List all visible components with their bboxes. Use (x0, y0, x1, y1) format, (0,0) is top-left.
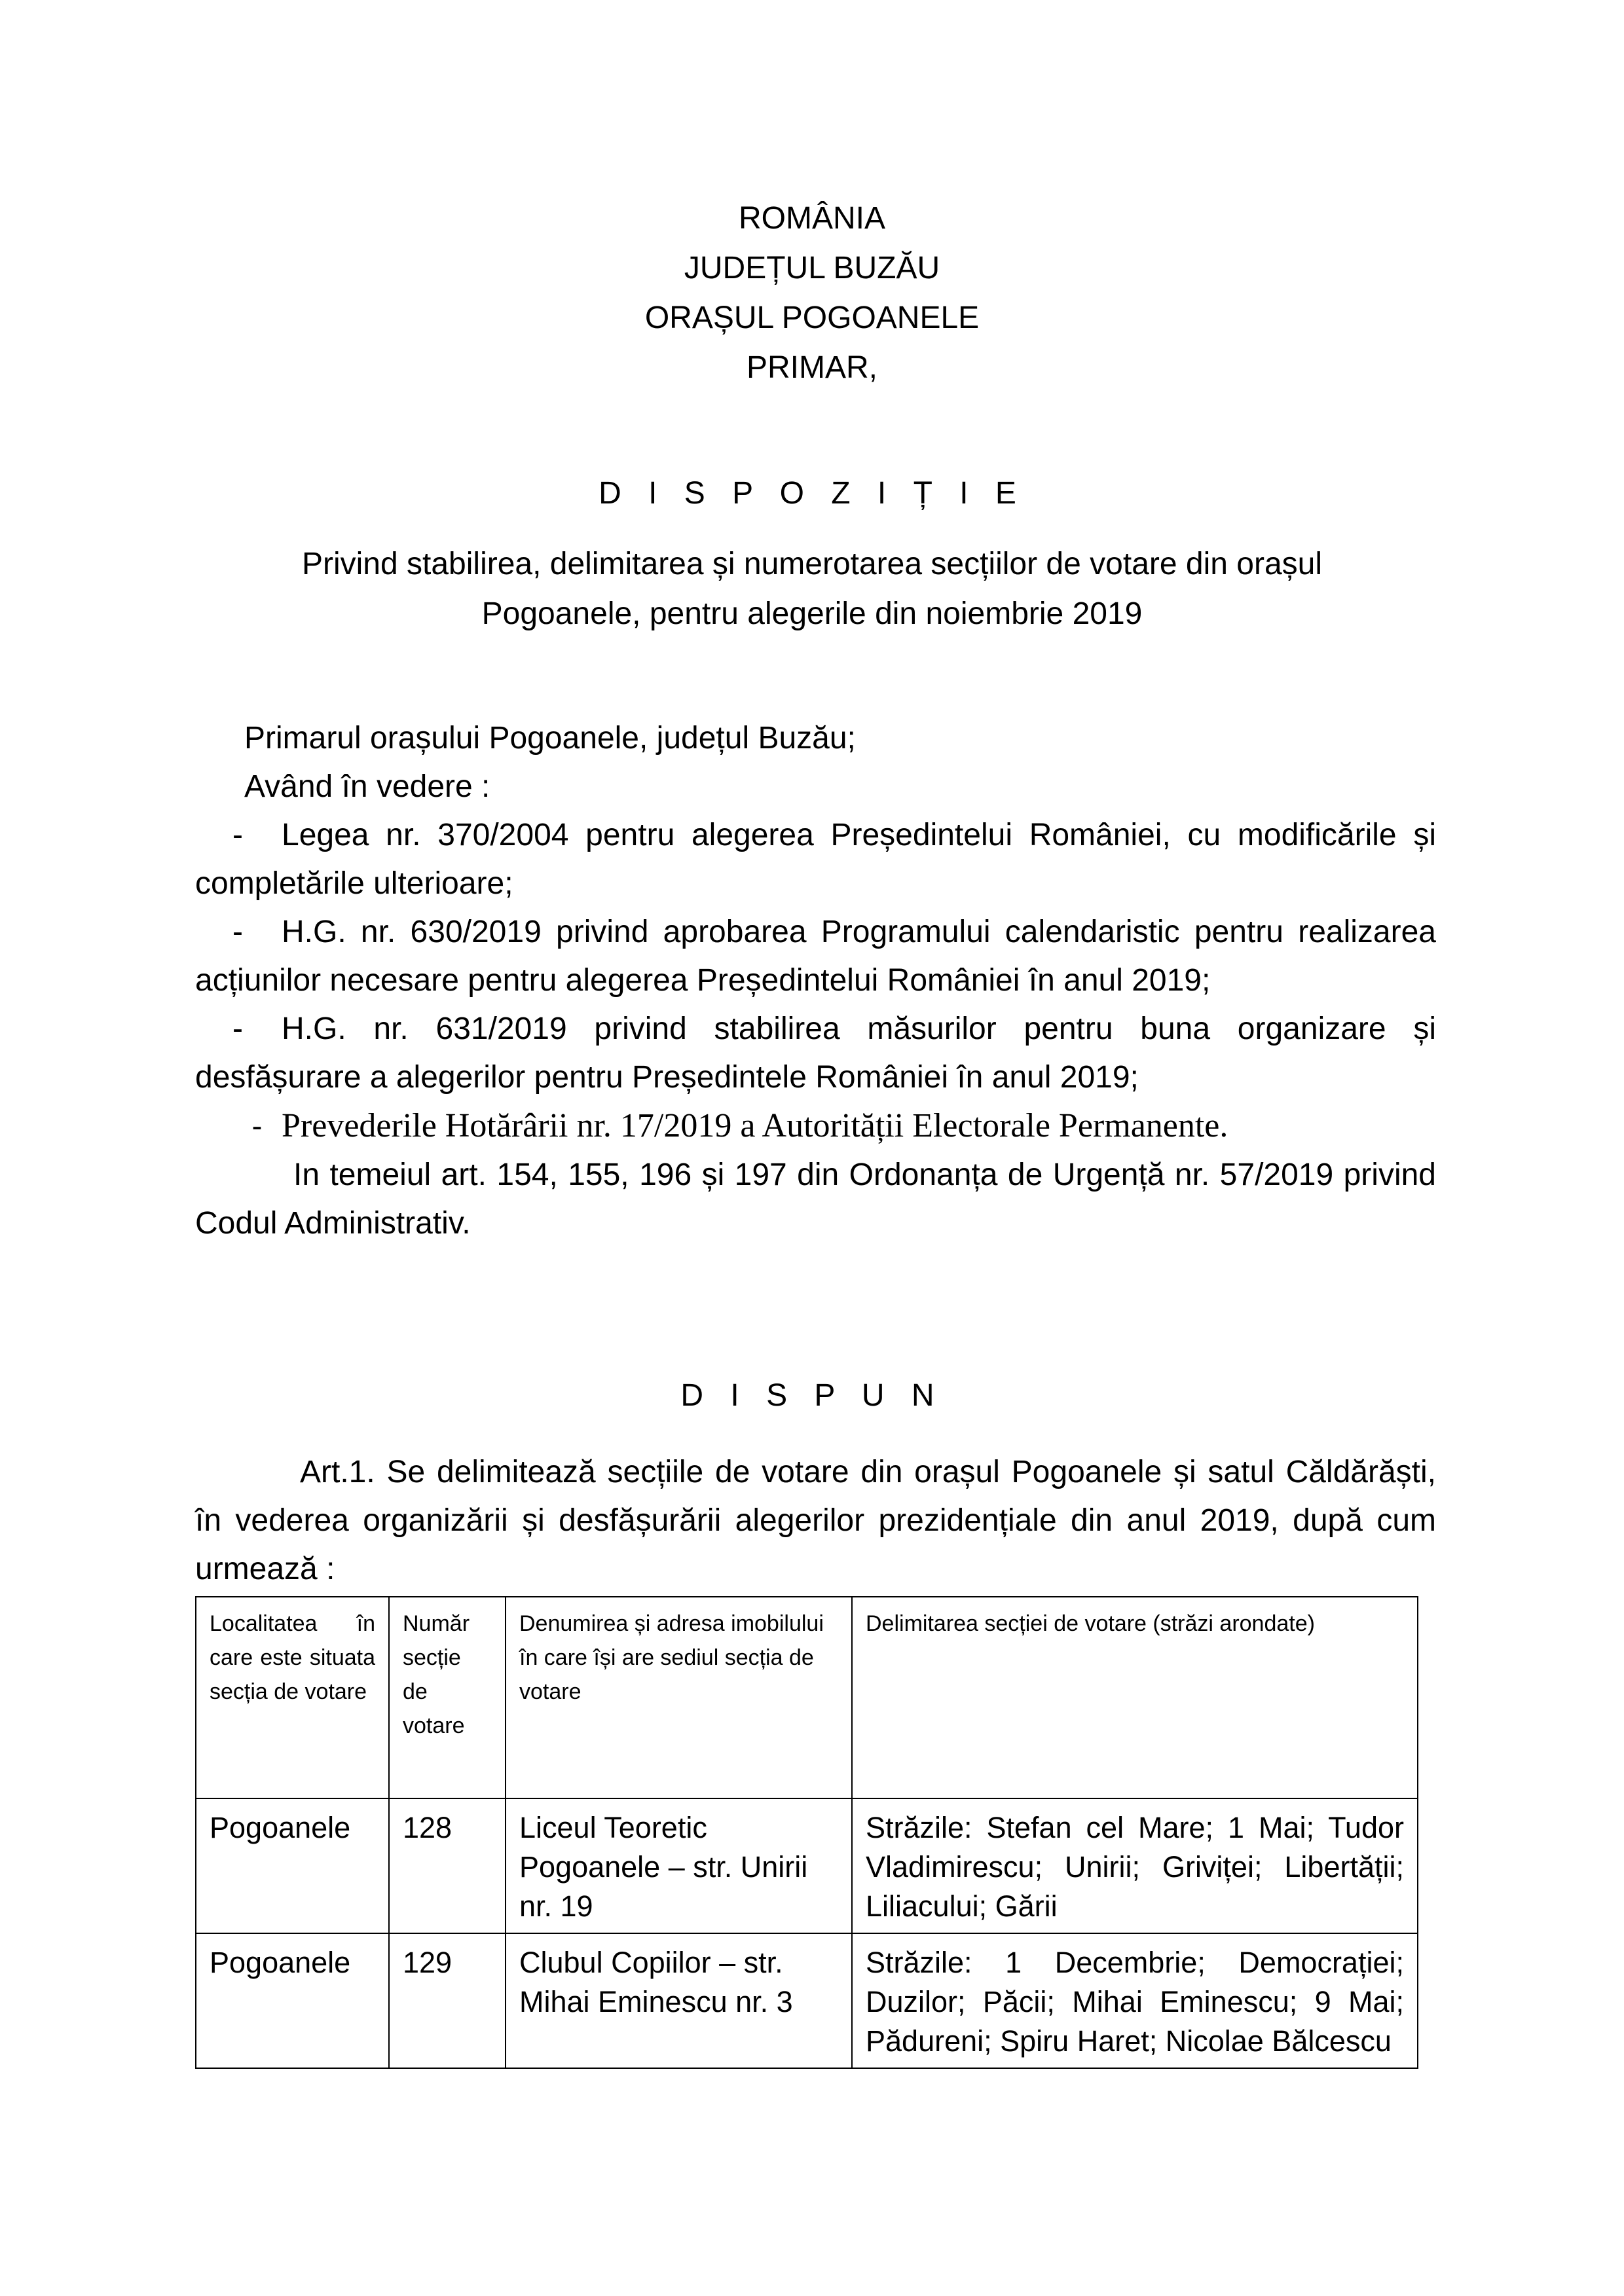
cell-station-number: 129 (389, 1933, 506, 2068)
header-town: ORAȘUL POGOANELE (644, 301, 980, 335)
table-header-row (196, 1597, 1418, 1798)
cell-locality: Pogoanele (196, 1798, 389, 1933)
cell-building: Liceul Teoretic Pogoanele – str. Unirii nr. 19 (506, 1798, 852, 1933)
table-row (196, 1798, 1418, 1933)
preamble-item-3 (195, 1005, 1436, 1102)
list-dash: - (232, 818, 243, 852)
table-row (196, 1933, 1418, 2068)
item-2-text: H.G. nr. 630/2019 privind aprobarea Programului calendaristic pentru realizarea acțiunilor necesare pentru alegerea Președintelui României în anul 2019; (195, 915, 1436, 998)
header-station-number: Număr secție de votare (389, 1597, 506, 1798)
list-dash: - (232, 915, 243, 949)
article-1: Art.1. Se delimitează secțiile de votare din orașul Pogoanele și satul Căldărăști, în vederea organizării și desfășurării alegerilor prezidențiale din anul 2019, după cum urmează : (195, 1455, 1436, 1586)
header-county: JUDEȚUL BUZĂU (684, 251, 940, 285)
preamble (195, 714, 1436, 1248)
subject-line-2: Pogoanele, pentru alegerile din noiembrie 2019 (481, 596, 1143, 631)
document-title: D I S P O Z I Ț I E (599, 476, 1025, 511)
subject-line-1: Privind stabilirea, delimitarea și numerotarea secțiilor de votare din orașul (301, 547, 1323, 581)
polling-stations-table (195, 1596, 1418, 2069)
preamble-item-4 (195, 1102, 1436, 1151)
header-office: PRIMAR, (746, 350, 877, 385)
cell-streets: Străzile: Stefan cel Mare; 1 Mai; Tudor Vladimirescu; Unirii; Griviței; Libertății; Liliacului; Gării (852, 1798, 1418, 1933)
item-1-text: Legea nr. 370/2004 pentru alegerea Președintelui României, cu modificările și completările ulterioare; (195, 818, 1436, 901)
preamble-intro: Primarul orașului Pogoanele, județul Buzău; (244, 721, 856, 756)
basis-text: In temeiul art. 154, 155, 196 și 197 din Ordonanța de Urgență nr. 57/2019 privind Codul Administrativ. (195, 1157, 1436, 1241)
header-building: Denumirea și adresa imobilului în care își are sediul secția de votare (506, 1597, 852, 1798)
cell-building: Clubul Copiilor – str. Mihai Eminescu nr. 3 (506, 1933, 852, 2068)
item-4-text: Prevederile Hotărârii nr. 17/2019 a Autorității Electorale Permanente. (282, 1107, 1228, 1144)
preamble-basis (195, 1151, 1436, 1248)
cell-locality: Pogoanele (196, 1933, 389, 2068)
item-3-text: H.G. nr. 631/2019 privind stabilirea măsurilor pentru buna organizare și desfășurare a alegerilor pentru Președintele României în anul 2019; (195, 1011, 1436, 1095)
preamble-item-2 (195, 908, 1436, 1005)
header-country: ROMÂNIA (738, 201, 885, 236)
preamble-item-1 (195, 811, 1436, 908)
cell-streets: Străzile: 1 Decembrie; Democrației; Duzilor; Păcii; Mihai Eminescu; 9 Mai; Pădureni; Spiru Haret; Nicolae Bălcescu (852, 1933, 1418, 2068)
cell-station-number: 128 (389, 1798, 506, 1933)
preamble-considering: Având în vedere : (244, 769, 490, 804)
header-locality: Localitatea în care este situata secția de votare (196, 1597, 389, 1798)
section-title-dispun: D I S P U N (680, 1378, 944, 1413)
list-dash: - (251, 1109, 263, 1144)
list-dash: - (232, 1011, 243, 1046)
header-streets: Delimitarea secției de votare (străzi arondate) (852, 1597, 1418, 1798)
